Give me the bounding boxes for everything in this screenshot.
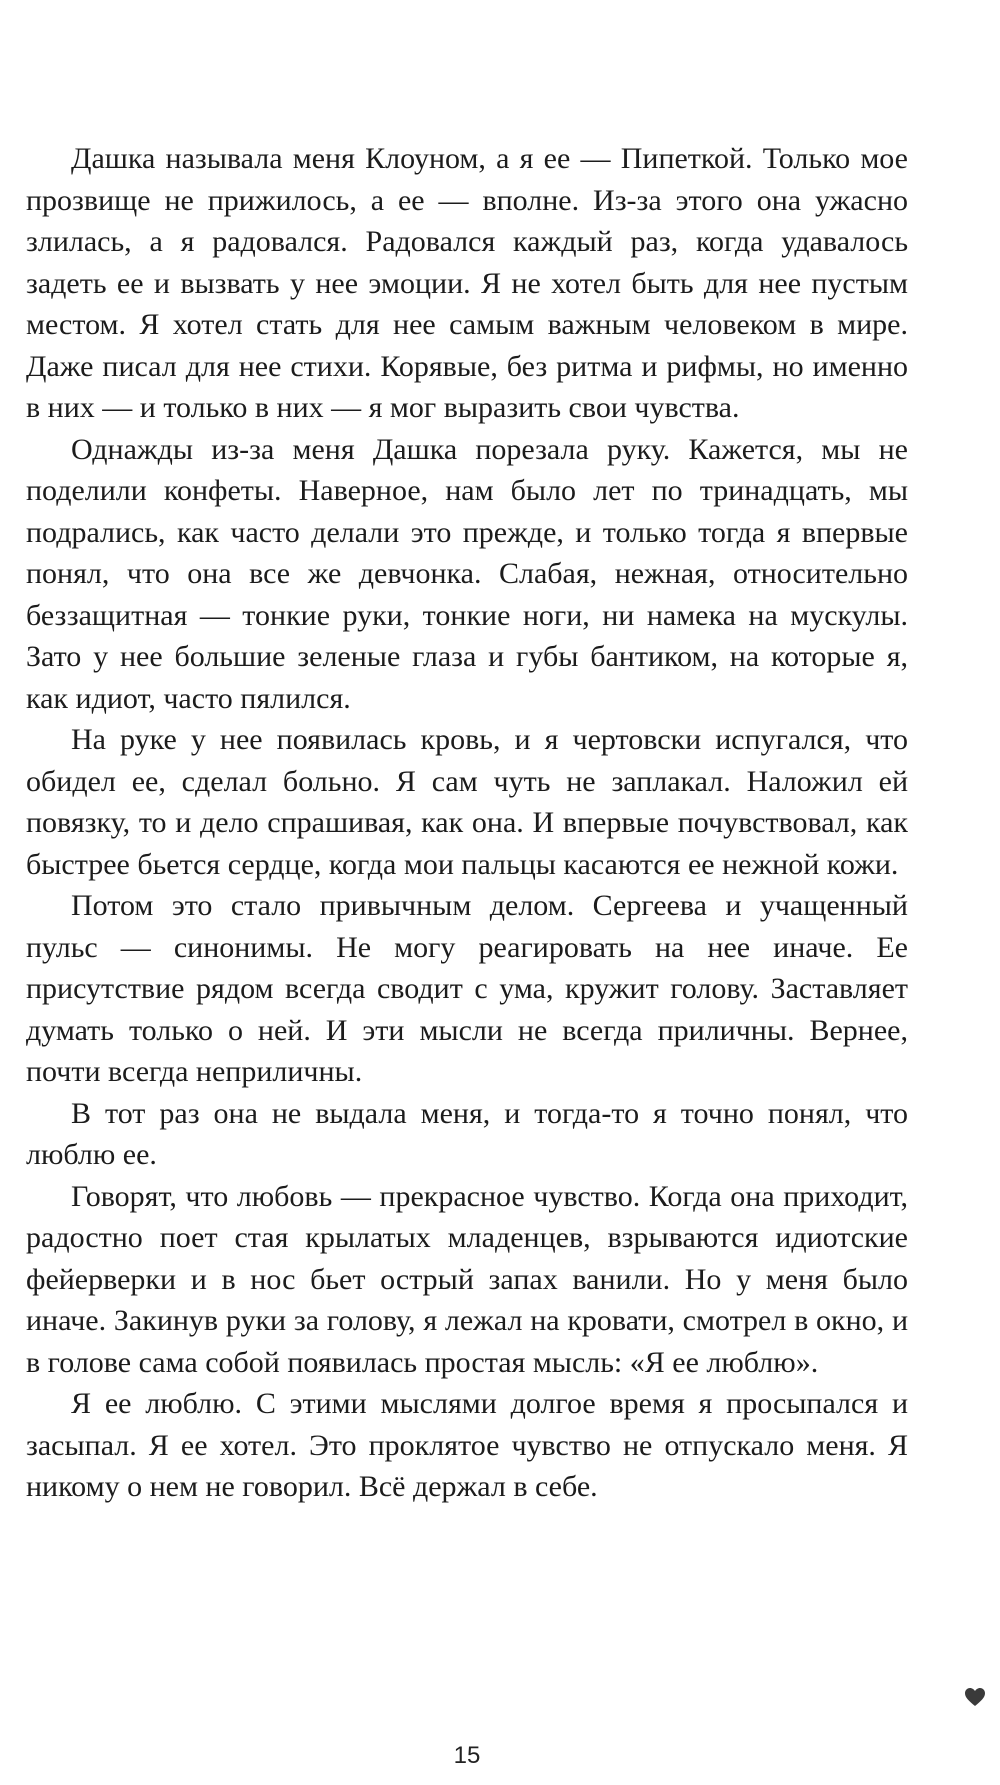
- paragraph-1: Дашка называла меня Клоуном, а я ее — Пипеткой. Только мое прозвище не прижилось, а ее — вполне. Из-за этого она ужасно злилась, а я радовался. Радовался каждый раз, когда удавалось задеть ее и вызвать у нее эмоции. Я не хотел быть для нее пустым местом. Я хотел стать для нее самым важным человеком в мире. Даже писал для нее стихи. Корявые, без ритма и рифмы, но именно в них — и только в них — я мог выразить свои чувства.: [26, 142, 908, 424]
- page-number: 15: [453, 1742, 481, 1769]
- paragraph-5: В тот раз она не выдала меня, и тогда-то я точно понял, что люблю ее.: [26, 1096, 908, 1171]
- paragraph-4: Потом это стало привычным делом. Сергеева и учащенный пульс — синонимы. Не могу реагировать на нее иначе. Ее присутствие рядом всегда сводит с ума, кружит голову. Заставляет думать только о ней. И эти мысли не всегда приличны. Вернее, почти всегда неприличны.: [26, 889, 908, 1088]
- paragraph-3: На руке у нее появилась кровь, и я чертовски испугался, что обидел ее, сделал больно. Я сам чуть не заплакал. Наложил ей повязку, то и дело спрашивая, как она. И впервые почувствовал, как быстрее бьется сердце, когда мои пальцы касаются ее нежной кожи.: [26, 723, 908, 881]
- body-text: [26, 138, 908, 1508]
- paragraph-6: Говорят, что любовь — прекрасное чувство. Когда она приходит, радостно поет стая крылатых младенцев, взрываются идиотские фейерверки и в нос бьет острый запах ванили. Но у меня было иначе. Закинув руки за голову, я лежал на кровати, смотрел в окно, и в голове сама собой появилась простая мысль: «Я ее люблю».: [26, 1179, 908, 1379]
- heart-icon: [964, 1687, 986, 1707]
- paragraph-2: Однажды из-за меня Дашка порезала руку. Кажется, мы не поделили конфеты. Наверное, нам было лет по тринадцать, мы подрались, как часто делали это прежде, и только тогда я впервые понял, что она все же девчонка. Слабая, нежная, относительно беззащитная — тонкие руки, тонкие ноги, ни намека на мускулы. Зато у нее большие зеленые глаза и губы бантиком, на которые я, как идиот, часто пялился.: [26, 432, 908, 715]
- paragraph-7: Я ее люблю. С этими мыслями долгое время я просыпался и засыпал. Я ее хотел. Это проклятое чувство не отпускало меня. Я никому о нем не говорил. Всё держал в себе.: [26, 1387, 908, 1503]
